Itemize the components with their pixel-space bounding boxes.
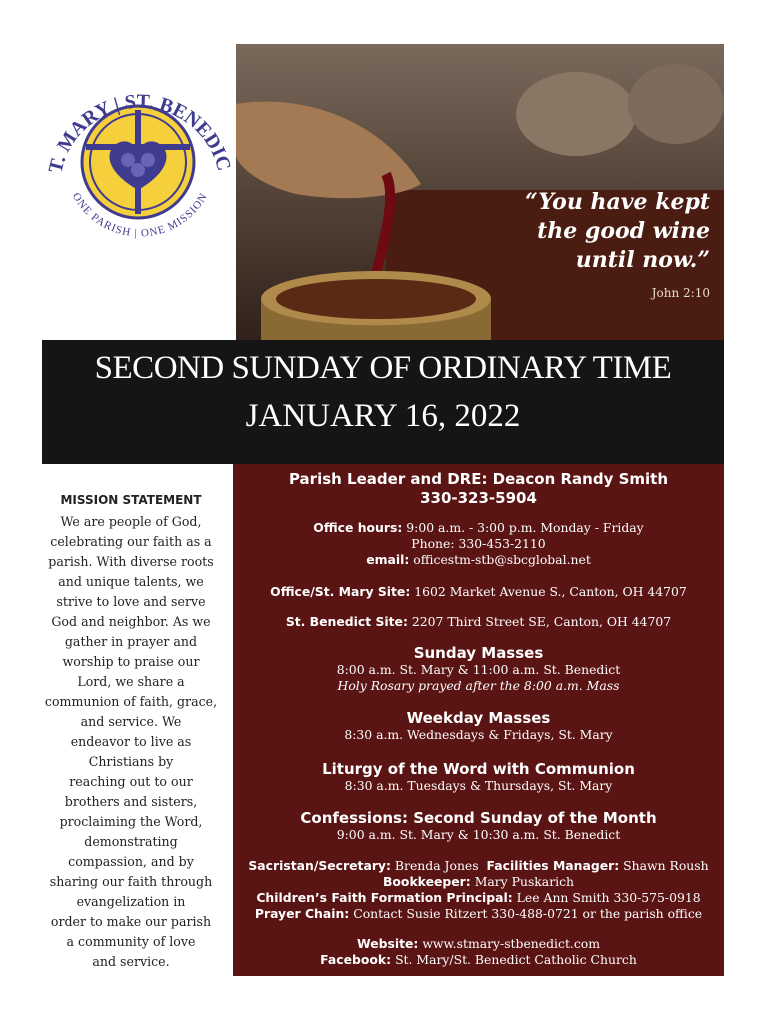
mission-line: We are people of God, (60, 514, 202, 529)
staff-line-4 (233, 906, 724, 922)
mission-line: parish. With diverse roots (48, 554, 214, 569)
office-email (233, 552, 724, 568)
mission-line: communion of faith, grace, (44, 694, 218, 709)
page-date: JANUARY 16, 2022 (245, 398, 521, 434)
st-benedict-site (233, 614, 724, 630)
svg-text:ST. MARY | ST. BENEDICT: T. MARY | ST. BENEDIC (44, 90, 236, 176)
office-hours-label: Office hours: (313, 520, 403, 535)
mission-line: celebrating our faith as a (50, 534, 212, 549)
facebook-line (233, 952, 724, 968)
mission-line: and service. (92, 954, 170, 969)
mission-line: compassion, and by (68, 854, 194, 869)
sunday-masses-note: Holy Rosary prayed after the 8:00 a.m. Mass (337, 678, 620, 693)
mission-line: endeavor to live as (70, 734, 192, 749)
bookkeeper-label: Bookkeeper: (382, 874, 471, 889)
parish-leader-phone: 330-323-5904 (420, 489, 537, 507)
mission-line: and service. We (80, 714, 182, 729)
website-label: Website: (356, 936, 419, 951)
mission-line: gather in prayer and (64, 634, 198, 649)
st-benedict-site-address: 2207 Third Street SE, Canton, OH 44707 (411, 614, 672, 629)
mission-line: reaching out to our (69, 774, 193, 789)
st-mary-site (233, 584, 724, 600)
cff-name: Lee Ann Smith 330-575-0918 (516, 890, 701, 905)
scripture-reference: John 2:10 (651, 286, 710, 300)
facebook-link[interactable]: St. Mary/St. Benedict Catholic Church (395, 952, 637, 967)
facilities-label: Facilities Manager: (486, 858, 620, 873)
scripture-quote (525, 188, 710, 308)
website-line (233, 936, 724, 952)
weekday-masses-heading: Weekday Masses (406, 709, 551, 727)
hero-image (236, 44, 724, 344)
st-mary-site-address: 1602 Market Avenue S., Canton, OH 44707 (414, 584, 687, 599)
staff-line-1 (233, 858, 724, 874)
confessions-heading: Confessions: Second Sunday of the Month (300, 809, 657, 827)
mission-line: God and neighbor. As we (51, 614, 211, 629)
staff-line-3 (233, 890, 724, 906)
bookkeeper-name: Mary Puskarich (474, 874, 575, 889)
title-banner (42, 340, 724, 464)
mission-line: and unique talents, we (58, 574, 204, 589)
mission-text (38, 512, 224, 972)
office-hours (233, 520, 724, 536)
confessions-times: 9:00 a.m. St. Mary & 10:30 a.m. St. Benedict (336, 827, 621, 842)
parish-logo (40, 62, 240, 262)
liturgy-heading: Liturgy of the Word with Communion (322, 760, 635, 778)
parish-info-panel (233, 464, 724, 976)
cff-label: Children’s Faith Formation Principal: (256, 890, 513, 905)
mission-line: order to make our parish (50, 914, 212, 929)
mission-line: a community of love (66, 934, 196, 949)
weekday-masses-times: 8:30 a.m. Wednesdays & Fridays, St. Mary (344, 727, 613, 742)
sacristan-name: Brenda Jones (394, 858, 479, 873)
parish-logo-icon (40, 62, 240, 262)
mission-line: brothers and sisters, (64, 794, 198, 809)
mission-statement (38, 490, 224, 972)
prayer-chain-text: Contact Susie Ritzert 330-488-0721 or the parish office (353, 906, 703, 921)
page-title: SECOND SUNDAY OF ORDINARY TIME (94, 350, 672, 386)
sunday-masses-times: 8:00 a.m. St. Mary & 11:00 a.m. St. Benedict (336, 662, 621, 677)
mission-line: worship to praise our (62, 654, 200, 669)
quote-line-1: “You have kept (525, 189, 710, 215)
facilities-name: Shawn Roush (623, 858, 709, 873)
liturgy-times: 8:30 a.m. Tuesdays & Thursdays, St. Mary (344, 778, 613, 793)
website-link[interactable]: www.stmary-stbenedict.com (422, 936, 601, 951)
st-mary-site-label: Office/St. Mary Site: (270, 584, 411, 599)
mission-line: strive to love and serve (56, 594, 206, 609)
sacristan-label: Sacristan/Secretary: (248, 858, 391, 873)
facebook-label: Facebook: (320, 952, 392, 967)
mission-line: proclaiming the Word, (59, 814, 203, 829)
quote-line-2: the good wine (537, 218, 710, 244)
email-label: email: (366, 552, 410, 567)
sunday-masses-heading: Sunday Masses (413, 644, 544, 662)
svg-text:ONE PARISH | ONE MISSION: ONE PARISH | ONE MISSION (69, 190, 211, 240)
mission-line: demonstrating (84, 834, 178, 849)
mission-heading: MISSION STATEMENT (60, 493, 202, 507)
staff-line-2 (233, 874, 724, 890)
parish-leader: Parish Leader and DRE: Deacon Randy Smith (288, 470, 669, 488)
mission-line: Christians by (88, 754, 174, 769)
quote-line-3: until now.” (575, 247, 710, 273)
mission-line: evangelization in (76, 894, 186, 909)
office-phone: Phone: 330-453-2110 (411, 536, 546, 551)
email-link[interactable]: officestm-stb@sbcglobal.net (413, 552, 591, 567)
mission-line: Lord, we share a (77, 674, 185, 689)
st-benedict-site-label: St. Benedict Site: (285, 614, 408, 629)
prayer-chain-label: Prayer Chain: (254, 906, 350, 921)
office-hours-value: 9:00 a.m. - 3:00 p.m. Monday - Friday (406, 520, 644, 535)
mission-line: sharing our faith through (49, 874, 213, 889)
